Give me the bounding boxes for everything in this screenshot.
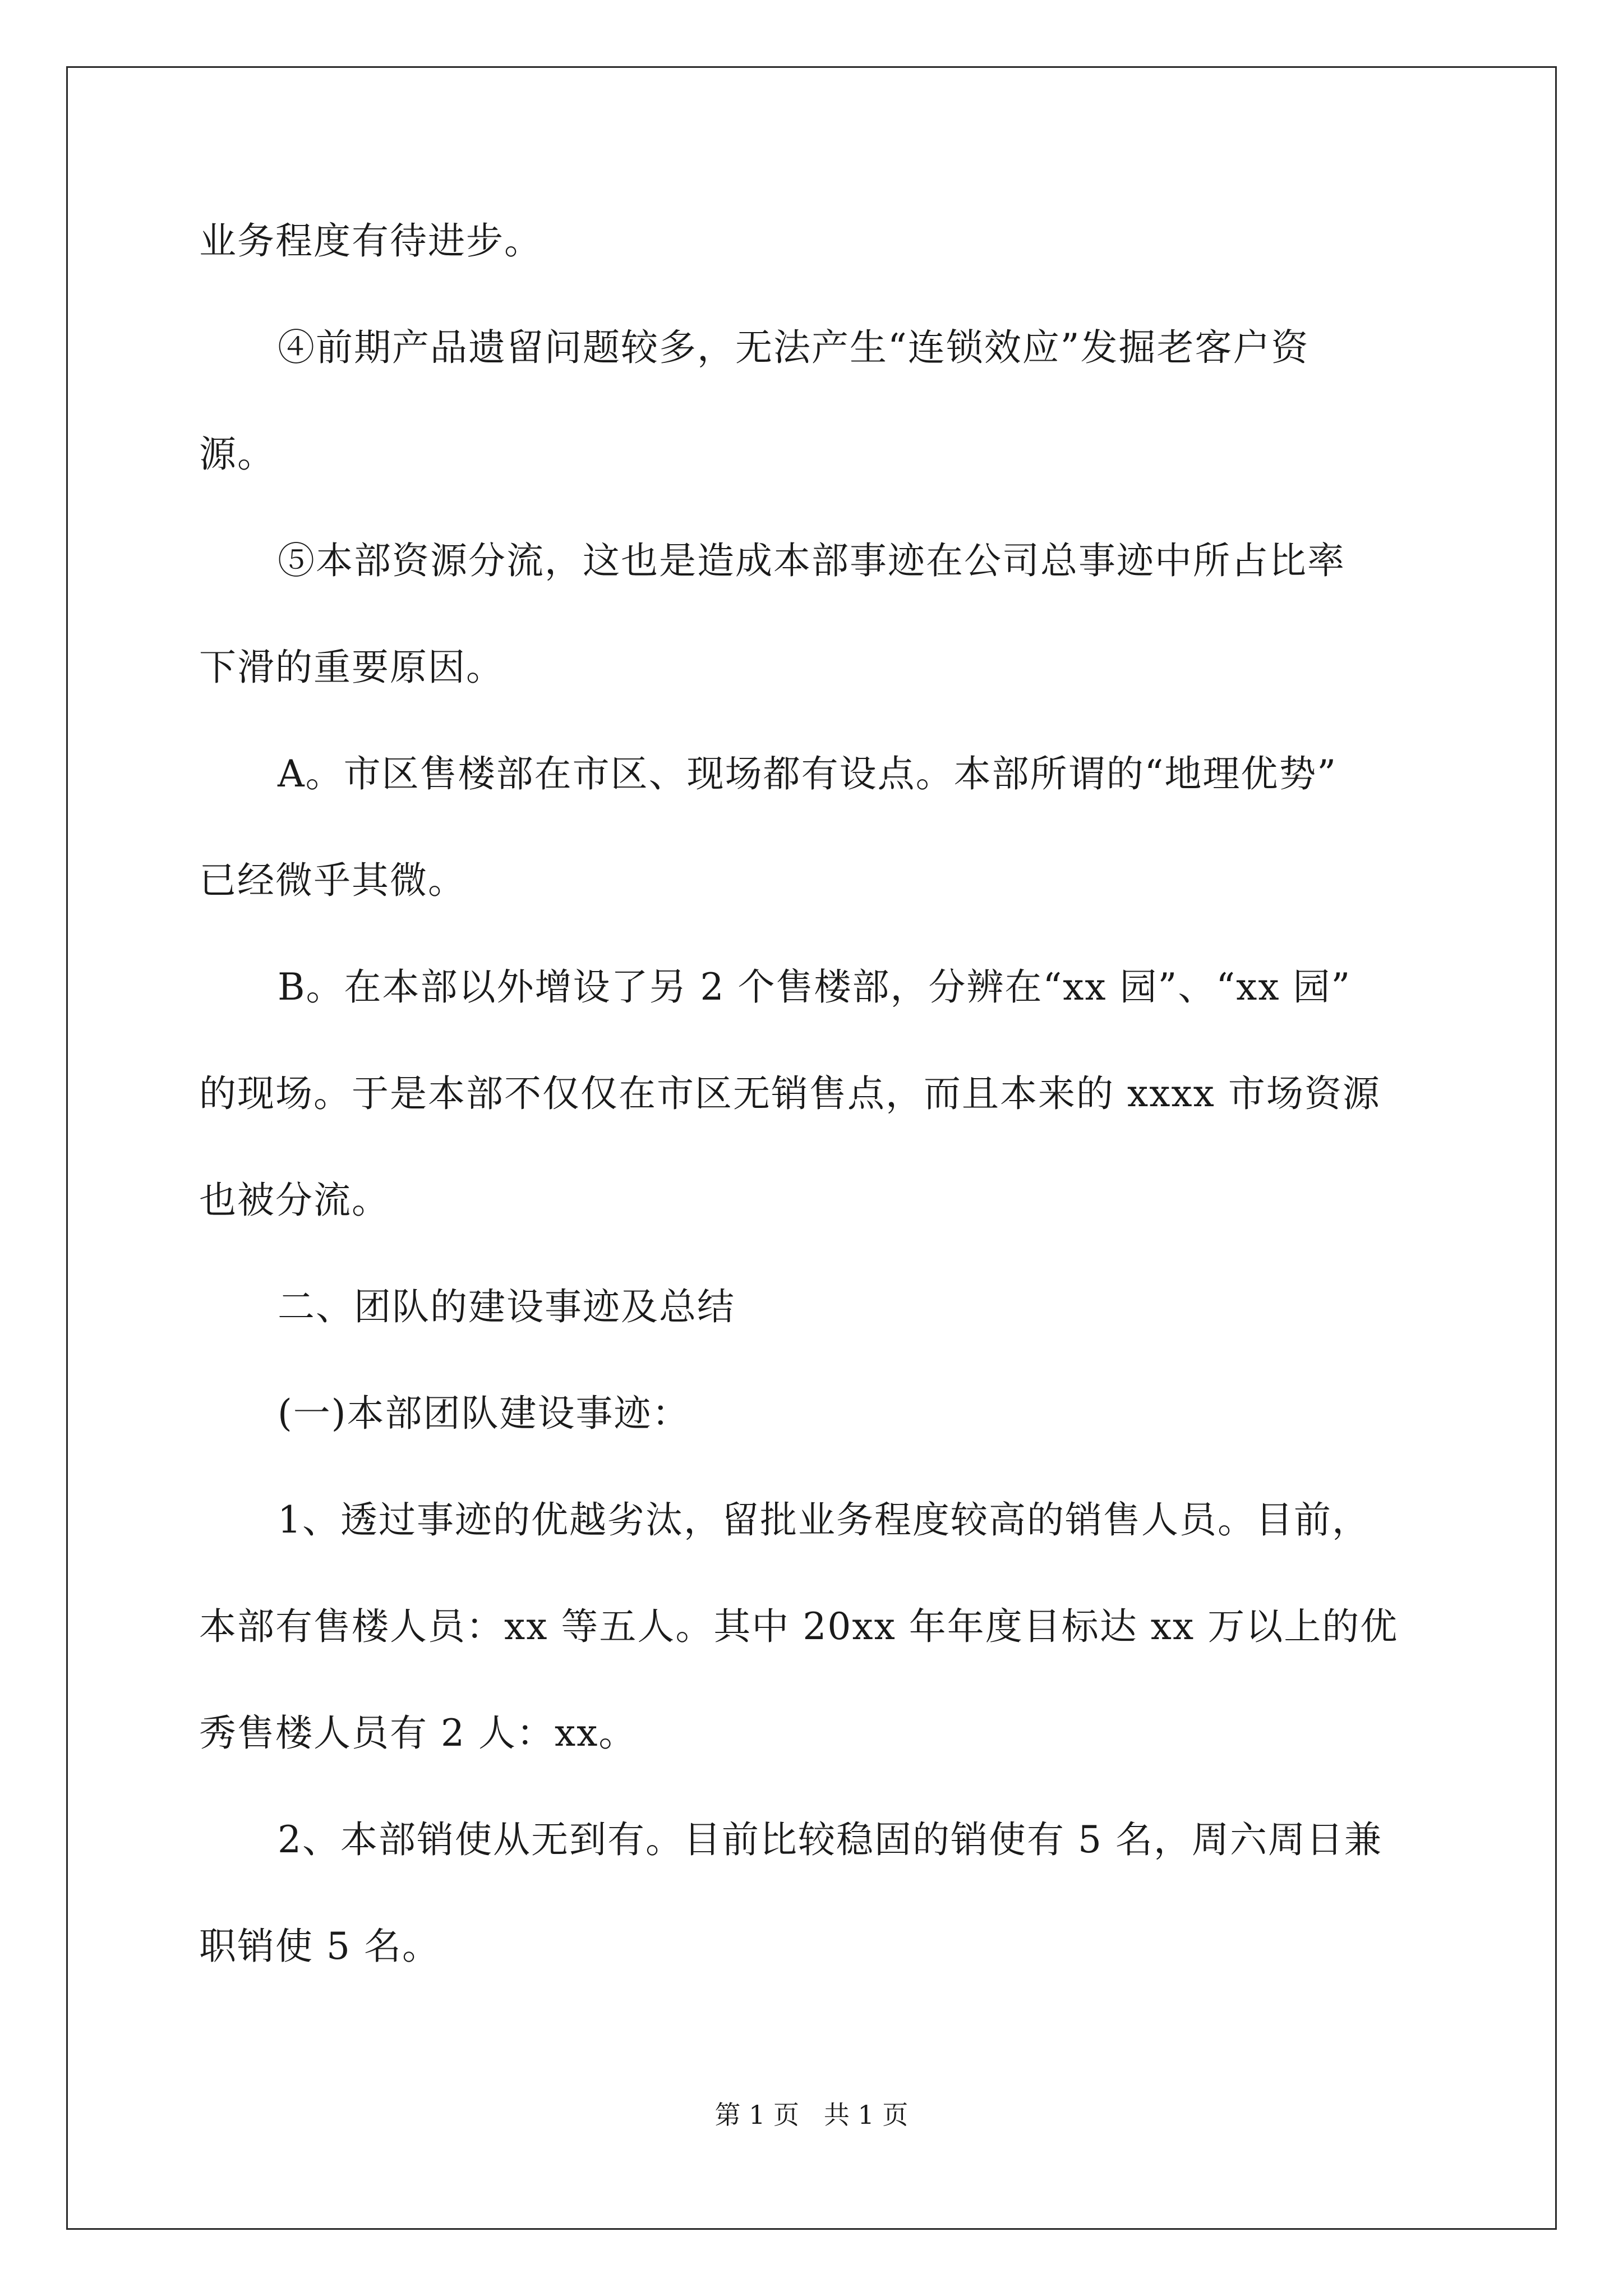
text-line: B。在本部以外增设了另 2 个售楼部，分辨在“xx 园”、“xx 园” (278, 965, 1352, 1009)
page-frame (66, 66, 1557, 2230)
section-heading: 二、团队的建设事迹及总结 (278, 1285, 735, 1328)
text-line: 秀售楼人员有 2 人：xx。 (199, 1711, 637, 1755)
text-line: ④前期产品遗留问题较多，无法产生“连锁效应”发掘老客户资 (278, 326, 1310, 369)
page-number: 第 1 页 共 1 页 (714, 2100, 909, 2130)
text-line: 业务程度有待进步。 (199, 219, 542, 263)
text-line: 源。 (199, 432, 275, 476)
text-line: A。市区售楼部在市区、现场都有设点。本部所谓的“地理优势” (278, 752, 1338, 795)
text-line: 2、本部销使从无到有。目前比较稳固的销使有 5 名，周六周日兼 (278, 1818, 1382, 1861)
text-line: 下滑的重要原因。 (199, 646, 504, 689)
text-line: 职销使 5 名。 (199, 1925, 440, 1968)
text-line: 1、透过事迹的优越劣汰，留批业务程度较高的销售人员。目前， (278, 1498, 1370, 1542)
subsection-heading: (一)本部团队建设事迹： (278, 1392, 690, 1435)
text-line: 本部有售楼人员：xx 等五人。其中 20xx 年年度目标达 xx 万以上的优 (199, 1605, 1399, 1648)
text-line: 已经微乎其微。 (199, 859, 466, 902)
text-line: ⑤本部资源分流，这也是造成本部事迹在公司总事迹中所占比率 (278, 539, 1345, 582)
text-line: 的现场。于是本部不仅仅在市区无销售点，而且本来的 xxxx 市场资源 (199, 1072, 1381, 1115)
text-line: 也被分流。 (199, 1179, 390, 1222)
